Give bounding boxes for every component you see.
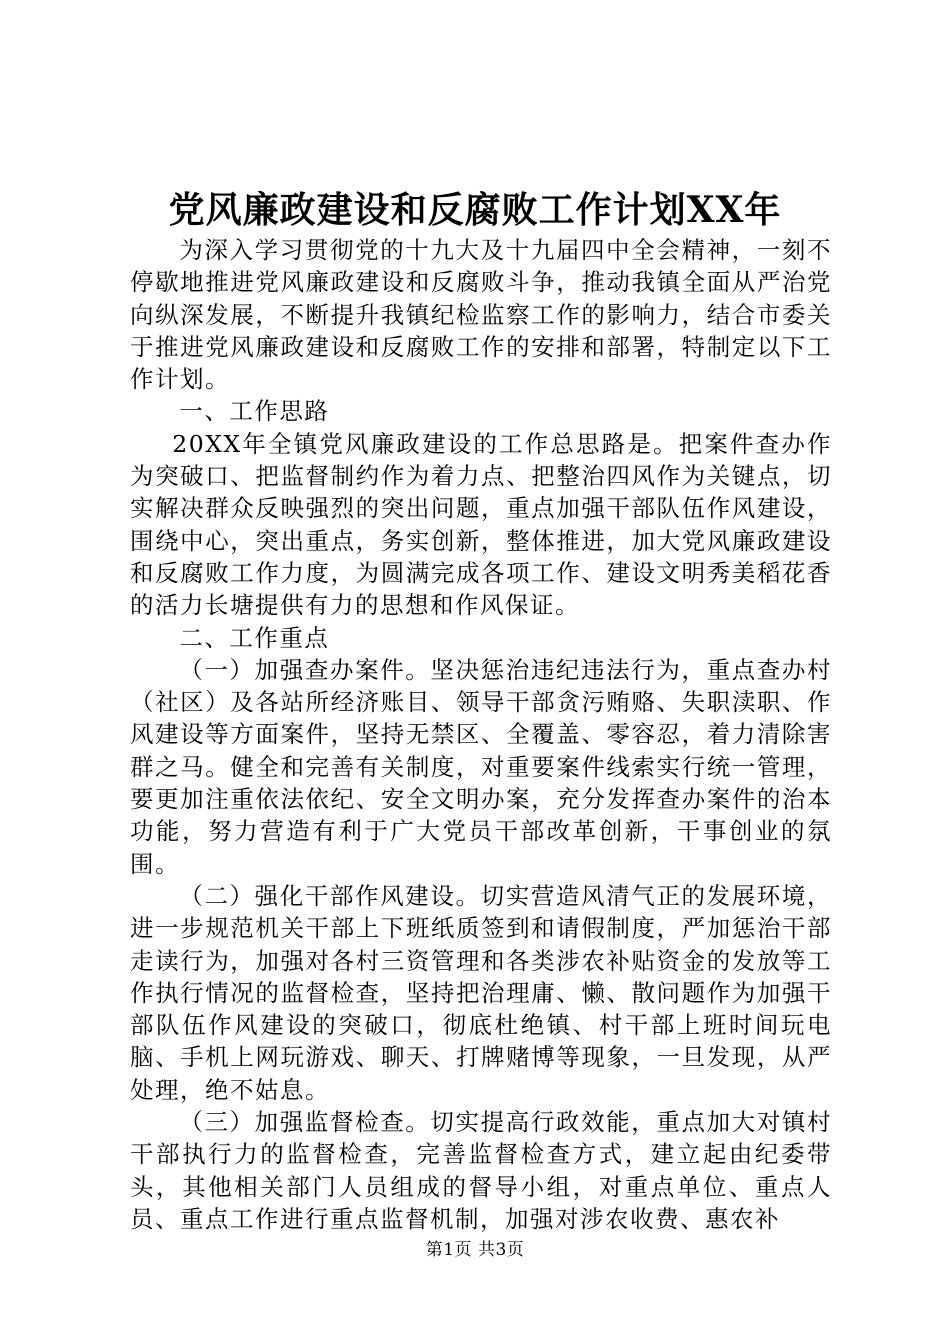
paragraph-work-approach: 20XX年全镇党风廉政建设的工作总思路是。把案件查办作为突破口、把监督制约作为着力点、把整治四风作为关键点，切实解决群众反映强烈的突出问题，重点加强干部队伍作风建设，围绕中心，突出重点，务实创新，整体推进，加大党风廉政建设和反腐败工作力度，为圆满完成各项工作、建设文明秀美稻花香的活力长塘提供有力的思想和作风保证。 [130,429,832,620]
document-body [130,234,832,1235]
paragraph-supervision: （三）加强监督检查。切实提高行政效能，重点加大对镇村干部执行力的监督检查，完善监督检查方式，建立起由纪委带头，其他相关部门人员组成的督导小组，对重点单位、重点人员、重点工作进行重点监督机制，加强对涉农收费、惠农补 [130,1108,832,1233]
paragraph-cadre-style: （二）强化干部作风建设。切实营造风清气正的发展环境，进一步规范机关干部上下班纸质签到和请假制度，严加惩治干部走读行为，加强对各村三资管理和各类涉农补贴资金的发放等工作执行情况的监督检查，坚持把治理庸、懒、散问题作为加强干部队伍作风建设的突破口，彻底杜绝镇、村干部上班时间玩电脑、手机上网玩游戏、聊天、打牌赌博等现象，一旦发现，从严处理，绝不姑息。 [130,881,832,1104]
paragraph-case-handling: （一）加强查办案件。坚决惩治违纪违法行为，重点查办村（社区）及各站所经济账目、领导干部贪污贿赂、失职渎职、作风建设等方面案件，坚持无禁区、全覆盖、零容忍，着力清除害群之马。健全和完善有关制度，对重要案件线索实行统一管理，要更加注重依法依纪、安全文明办案，充分发挥查办案件的治本功能，努力营造有利于广大党员干部改革创新，干事创业的氛围。 [130,655,832,878]
paragraph-intro: 为深入学习贯彻党的十九大及十九届四中全会精神，一刻不停歇地推进党风廉政建设和反腐败斗争，推动我镇全面从严治党向纵深发展，不断提升我镇纪检监察工作的影响力，结合市委关于推进党风廉政建设和反腐败工作的安排和部署，特制定以下工作计划。 [130,236,832,394]
document-title: 党风廉政建设和反腐败工作计划XX年 [168,189,782,231]
section-heading-2: 二、工作重点 [179,623,330,652]
section-heading-1: 一、工作思路 [179,397,330,426]
page-footer: 第1页 共3页 [425,1240,525,1260]
